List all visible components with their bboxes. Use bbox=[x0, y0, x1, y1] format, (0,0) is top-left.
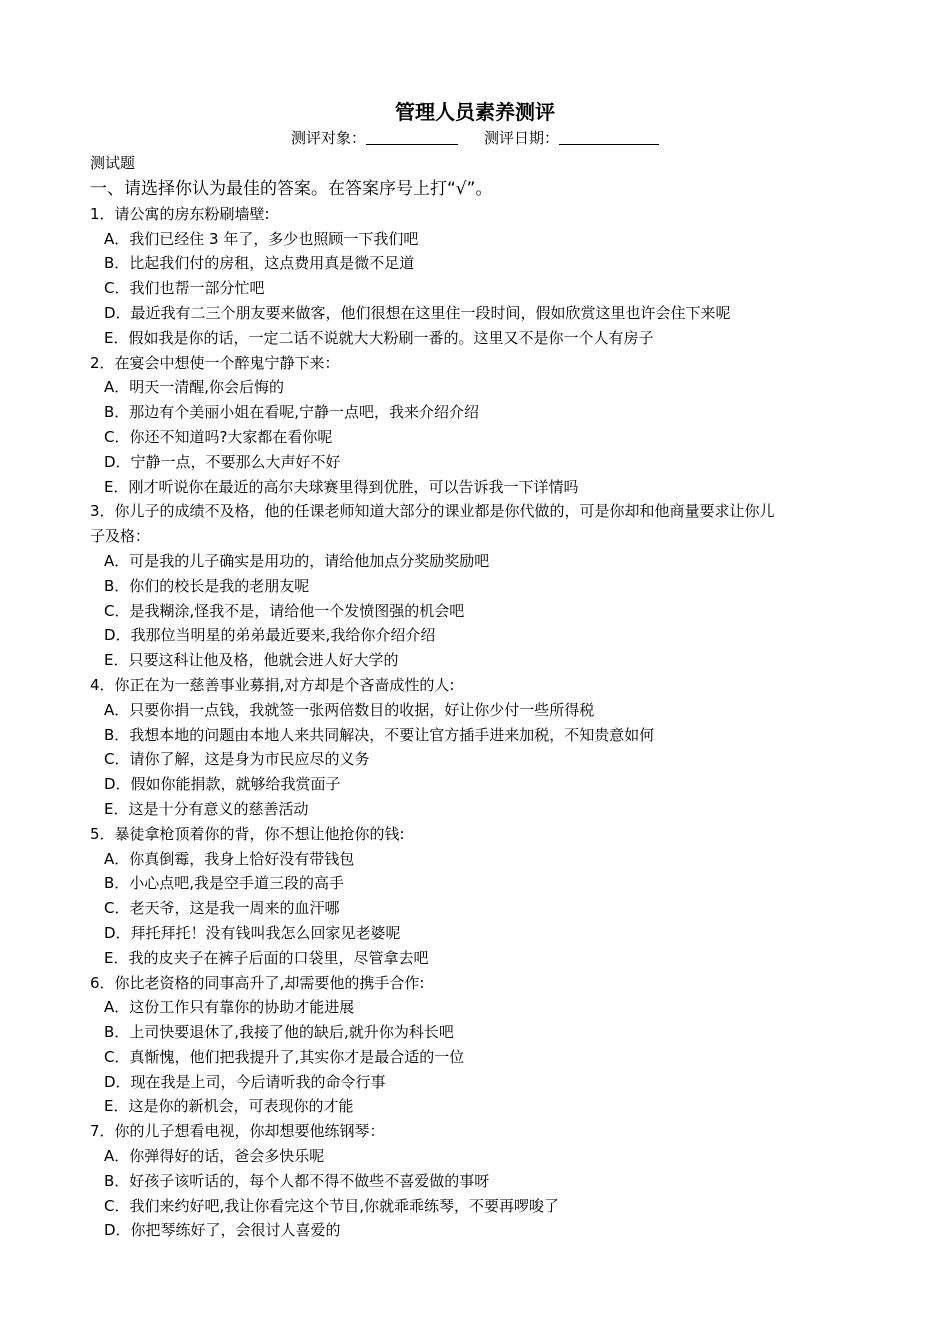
answer-option[interactable]: B．比起我们付的房租，这点费用真是微不足道 bbox=[104, 254, 415, 273]
answer-option[interactable]: D．你把琴练好了，会很讨人喜爱的 bbox=[104, 1221, 341, 1240]
question-block bbox=[90, 202, 860, 351]
answer-option[interactable]: A．明天一清醒,你会后悔的 bbox=[104, 378, 285, 397]
question-text: 2．在宴会中想使一个醉鬼宁静下来： bbox=[90, 353, 340, 372]
answer-option[interactable]: D．最近我有二三个朋友要来做客，他们很想在这里住一段时间，假如欣赏这里也许会住下来呢 bbox=[104, 303, 731, 322]
answer-option[interactable]: E．我的皮夹子在裤子后面的口袋里，尽管拿去吧 bbox=[104, 948, 429, 967]
question-text: 5．暴徒拿枪顶着你的背，你不想让他抢你的钱: bbox=[90, 824, 405, 843]
answer-option[interactable]: D．宁静一点，不要那么大声好不好 bbox=[104, 452, 341, 471]
page-title: 管理人员素养测评 bbox=[395, 100, 555, 124]
answer-option[interactable]: D．假如你能捐款，就够给我赏面子 bbox=[104, 775, 341, 794]
answer-option[interactable]: C．真惭愧，他们把我提升了,其实你才是最合适的一位 bbox=[104, 1047, 465, 1066]
answer-option[interactable]: D．我那位当明星的弟弟最近要来,我给你介绍介绍 bbox=[104, 626, 436, 645]
question-text: 4．你正在为一慈善事业募捐,对方却是个吝啬成性的人: bbox=[90, 675, 455, 694]
answer-option[interactable]: B．那边有个美丽小姐在看呢,宁静一点吧，我来介绍介绍 bbox=[104, 403, 480, 422]
answer-option[interactable]: A．只要你捐一点钱，我就签一张两倍数目的收据，好让你少付一些所得税 bbox=[104, 700, 595, 719]
answer-option[interactable]: D．拜托拜托！没有钱叫我怎么回家见老婆呢 bbox=[104, 923, 401, 942]
test-body bbox=[90, 151, 860, 1243]
answer-option[interactable]: C．老天爷，这是我一周来的血汗哪 bbox=[104, 899, 340, 918]
answer-option[interactable]: B．我想本地的问题由本地人来共同解决，不要让官方插手进来加税，不知贵意如何 bbox=[104, 725, 655, 744]
answer-option[interactable]: A．你弹得好的话，爸会多快乐呢 bbox=[104, 1147, 325, 1166]
question-block bbox=[90, 499, 860, 673]
question-block bbox=[90, 971, 860, 1120]
subject-blank-line[interactable] bbox=[366, 130, 458, 145]
section-heading: 一、请选择你认为最佳的答案。在答案序号上打“√”。 bbox=[90, 178, 493, 199]
assessment-header-fields bbox=[0, 127, 950, 149]
answer-option[interactable]: A．你真倒霉，我身上恰好没有带钱包 bbox=[104, 849, 355, 868]
question-text: 1．请公寓的房东粉刷墙壁: bbox=[90, 204, 270, 223]
question-text: 7．你的儿子想看电视，你却想要他练钢琴： bbox=[90, 1122, 385, 1141]
question-block bbox=[90, 1119, 860, 1243]
answer-option[interactable]: B．小心点吧,我是空手道三段的高手 bbox=[104, 874, 345, 893]
answer-option[interactable]: C．是我糊涂,怪我不是，请给他一个发愤图强的机会吧 bbox=[104, 601, 465, 620]
question-text-continued: 子及格： bbox=[90, 527, 151, 546]
answer-option[interactable]: C．我们来约好吧,我让你看完这个节目,你就乖乖练琴，不要再啰唆了 bbox=[104, 1196, 560, 1215]
question-text: 3．你儿子的成绩不及格，他的任课老师知道大部分的课业都是你代做的，可是你却和他商量要求让你儿 bbox=[90, 502, 775, 521]
question-text: 6．你比老资格的同事高升了,却需要他的携手合作: bbox=[90, 973, 425, 992]
answer-option[interactable]: B．好孩子该听话的，每个人都不得不做些不喜爱做的事呀 bbox=[104, 1171, 490, 1190]
answer-option[interactable]: A．我们已经住 3 年了，多少也照顾一下我们吧 bbox=[104, 229, 419, 248]
answer-option[interactable]: C．请你了解，这是身为市民应尽的义务 bbox=[104, 750, 370, 769]
question-block bbox=[90, 822, 860, 971]
answer-option[interactable]: D．现在我是上司，今后请听我的命令行事 bbox=[104, 1072, 386, 1091]
date-label: 测评日期： bbox=[484, 129, 560, 147]
answer-option[interactable]: E．这是你的新机会，可表现你的才能 bbox=[104, 1097, 354, 1116]
answer-option[interactable]: E．假如我是你的话，一定二话不说就大大粉刷一番的。这里又不是你一个人有房子 bbox=[104, 328, 654, 347]
answer-option[interactable]: B．你们的校长是我的老朋友呢 bbox=[104, 576, 310, 595]
answer-option[interactable]: A．可是我的儿子确实是用功的，请给他加点分奖励奖励吧 bbox=[104, 551, 490, 570]
answer-option[interactable]: C．我们也帮一部分忙吧 bbox=[104, 279, 265, 298]
date-blank-line[interactable] bbox=[559, 130, 659, 145]
answer-option[interactable]: E．刚才听说你在最近的高尔夫球赛里得到优胜，可以告诉我一下详情吗 bbox=[104, 477, 579, 496]
subject-label: 测评对象： bbox=[290, 129, 366, 147]
answer-option[interactable]: C．你还不知道吗?大家都在看你呢 bbox=[104, 427, 333, 446]
intro-label: 测试题 bbox=[90, 154, 136, 172]
answer-option[interactable]: A．这份工作只有靠你的协助才能进展 bbox=[104, 998, 355, 1017]
answer-option[interactable]: E．只要这科让他及格，他就会进人好大学的 bbox=[104, 651, 399, 670]
question-block bbox=[90, 351, 860, 500]
answer-option[interactable]: B．上司快要退休了,我接了他的缺后,就升你为科长吧 bbox=[104, 1023, 454, 1042]
question-block bbox=[90, 673, 860, 822]
answer-option[interactable]: E．这是十分有意义的慈善活动 bbox=[104, 799, 309, 818]
